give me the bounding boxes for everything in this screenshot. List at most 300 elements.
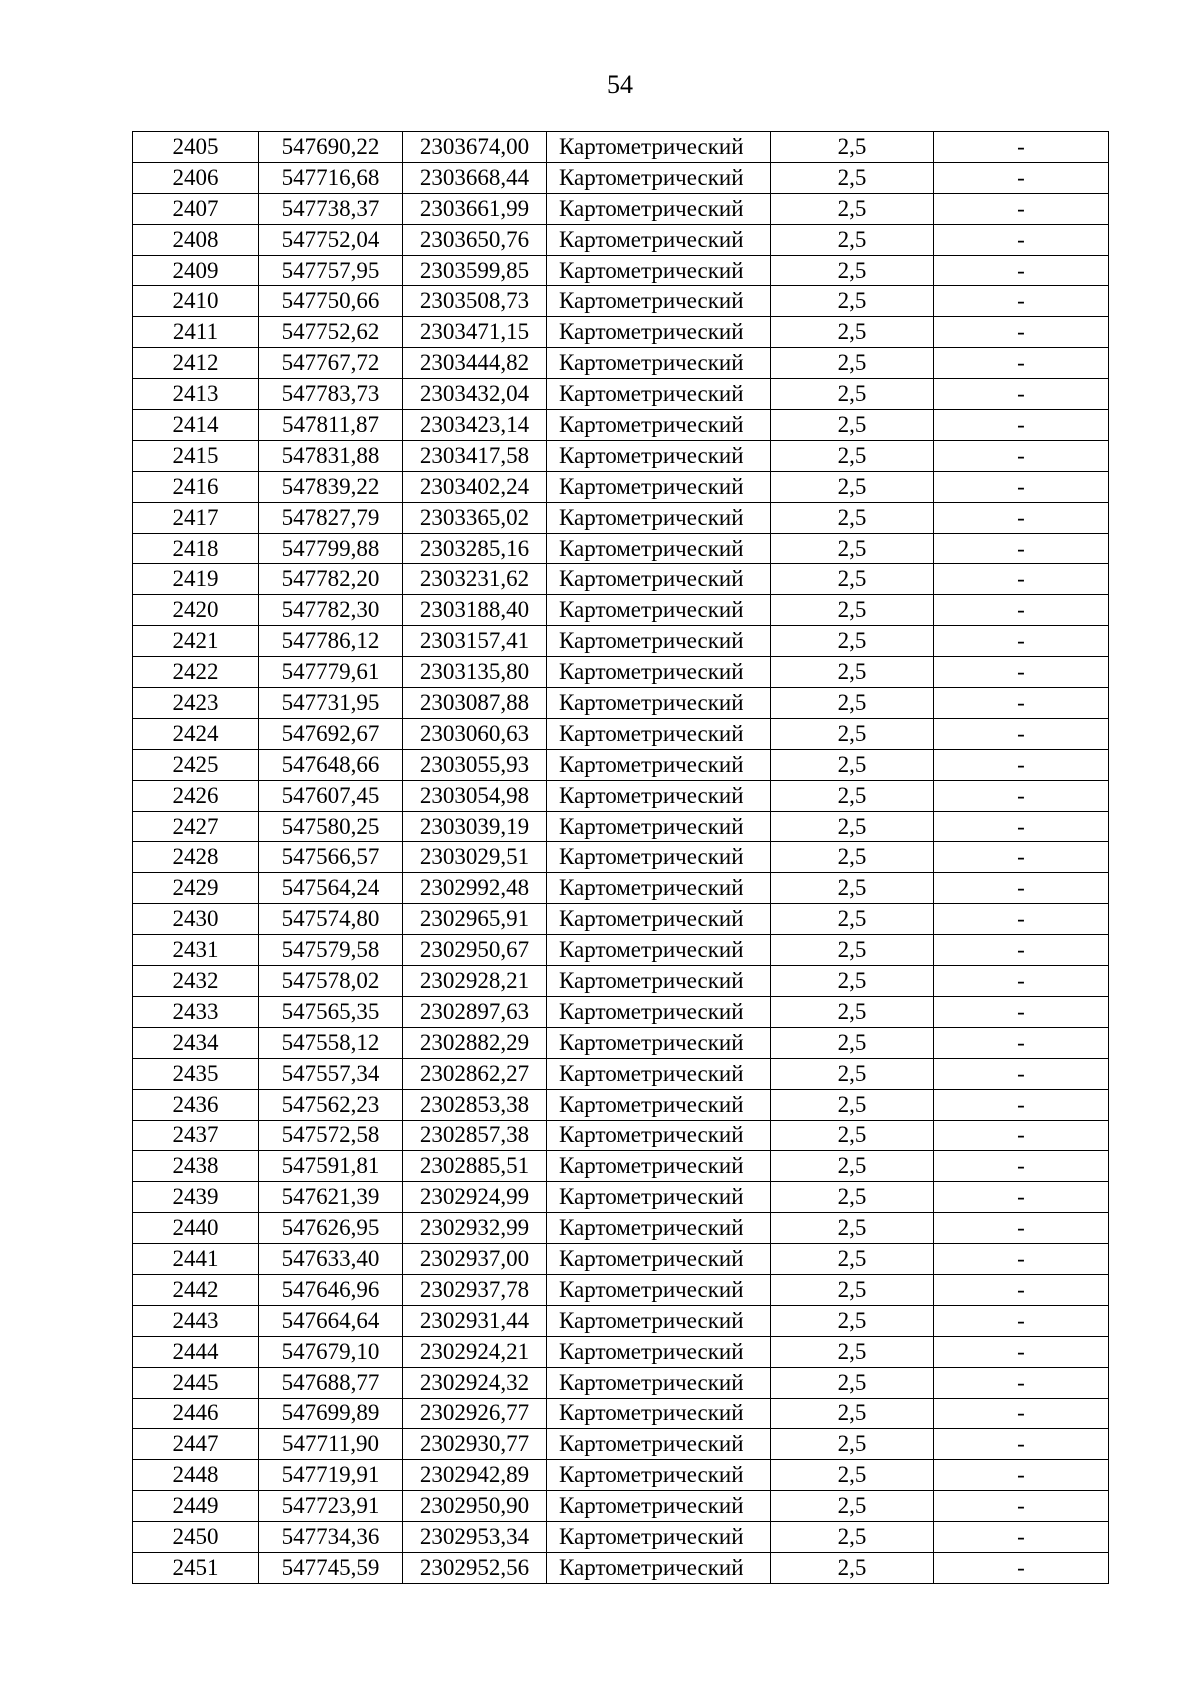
method-cell: Картометрический <box>547 1367 771 1398</box>
method-cell: Картометрический <box>547 255 771 286</box>
x-coordinate-cell: 547811,87 <box>259 410 403 441</box>
point-number-cell: 2438 <box>133 1151 259 1182</box>
note-cell: - <box>934 564 1109 595</box>
note-cell: - <box>934 873 1109 904</box>
note-cell: - <box>934 1522 1109 1553</box>
point-number-cell: 2435 <box>133 1058 259 1089</box>
accuracy-cell: 2,5 <box>771 471 934 502</box>
y-coordinate-cell: 2303661,99 <box>403 193 547 224</box>
x-coordinate-cell: 547782,20 <box>259 564 403 595</box>
accuracy-cell: 2,5 <box>771 410 934 441</box>
note-cell: - <box>934 842 1109 873</box>
method-cell: Картометрический <box>547 564 771 595</box>
y-coordinate-cell: 2303231,62 <box>403 564 547 595</box>
accuracy-cell: 2,5 <box>771 1367 934 1398</box>
method-cell: Картометрический <box>547 502 771 533</box>
note-cell: - <box>934 1336 1109 1367</box>
point-number-cell: 2436 <box>133 1089 259 1120</box>
note-cell: - <box>934 904 1109 935</box>
method-cell: Картометрический <box>547 1027 771 1058</box>
method-cell: Картометрический <box>547 1491 771 1522</box>
note-cell: - <box>934 317 1109 348</box>
note-cell: - <box>934 502 1109 533</box>
accuracy-cell: 2,5 <box>771 193 934 224</box>
table-row <box>133 348 1109 379</box>
method-cell: Картометрический <box>547 193 771 224</box>
table-row <box>133 1182 1109 1213</box>
x-coordinate-cell: 547752,62 <box>259 317 403 348</box>
x-coordinate-cell: 547566,57 <box>259 842 403 873</box>
note-cell: - <box>934 1552 1109 1583</box>
y-coordinate-cell: 2302950,67 <box>403 935 547 966</box>
note-cell: - <box>934 132 1109 163</box>
x-coordinate-cell: 547558,12 <box>259 1027 403 1058</box>
x-coordinate-cell: 547782,30 <box>259 595 403 626</box>
method-cell: Картометрический <box>547 935 771 966</box>
method-cell: Картометрический <box>547 410 771 441</box>
note-cell: - <box>934 780 1109 811</box>
point-number-cell: 2417 <box>133 502 259 533</box>
point-number-cell: 2449 <box>133 1491 259 1522</box>
accuracy-cell: 2,5 <box>771 224 934 255</box>
point-number-cell: 2416 <box>133 471 259 502</box>
note-cell: - <box>934 811 1109 842</box>
method-cell: Картометрический <box>547 996 771 1027</box>
table-row <box>133 1460 1109 1491</box>
accuracy-cell: 2,5 <box>771 379 934 410</box>
method-cell: Картометрический <box>547 904 771 935</box>
x-coordinate-cell: 547799,88 <box>259 533 403 564</box>
table-row <box>133 1367 1109 1398</box>
method-cell: Картометрический <box>547 379 771 410</box>
point-number-cell: 2441 <box>133 1244 259 1275</box>
point-number-cell: 2415 <box>133 440 259 471</box>
point-number-cell: 2422 <box>133 657 259 688</box>
table-row <box>133 410 1109 441</box>
point-number-cell: 2411 <box>133 317 259 348</box>
accuracy-cell: 2,5 <box>771 1336 934 1367</box>
y-coordinate-cell: 2302931,44 <box>403 1305 547 1336</box>
point-number-cell: 2419 <box>133 564 259 595</box>
note-cell: - <box>934 657 1109 688</box>
point-number-cell: 2421 <box>133 626 259 657</box>
table-row <box>133 1151 1109 1182</box>
accuracy-cell: 2,5 <box>771 688 934 719</box>
note-cell: - <box>934 410 1109 441</box>
y-coordinate-cell: 2302924,99 <box>403 1182 547 1213</box>
point-number-cell: 2418 <box>133 533 259 564</box>
point-number-cell: 2450 <box>133 1522 259 1553</box>
table-row <box>133 595 1109 626</box>
method-cell: Картометрический <box>547 811 771 842</box>
y-coordinate-cell: 2302932,99 <box>403 1213 547 1244</box>
x-coordinate-cell: 547786,12 <box>259 626 403 657</box>
x-coordinate-cell: 547564,24 <box>259 873 403 904</box>
note-cell: - <box>934 224 1109 255</box>
table-row <box>133 1522 1109 1553</box>
y-coordinate-cell: 2302928,21 <box>403 966 547 997</box>
method-cell: Картометрический <box>547 842 771 873</box>
y-coordinate-cell: 2303444,82 <box>403 348 547 379</box>
note-cell: - <box>934 440 1109 471</box>
note-cell: - <box>934 996 1109 1027</box>
coordinates-table-body <box>133 132 1109 1584</box>
accuracy-cell: 2,5 <box>771 1429 934 1460</box>
accuracy-cell: 2,5 <box>771 1552 934 1583</box>
note-cell: - <box>934 1367 1109 1398</box>
method-cell: Картометрический <box>547 626 771 657</box>
x-coordinate-cell: 547679,10 <box>259 1336 403 1367</box>
accuracy-cell: 2,5 <box>771 780 934 811</box>
table-row <box>133 162 1109 193</box>
table-row <box>133 379 1109 410</box>
y-coordinate-cell: 2302965,91 <box>403 904 547 935</box>
note-cell: - <box>934 1151 1109 1182</box>
y-coordinate-cell: 2302897,63 <box>403 996 547 1027</box>
x-coordinate-cell: 547562,23 <box>259 1089 403 1120</box>
accuracy-cell: 2,5 <box>771 996 934 1027</box>
x-coordinate-cell: 547607,45 <box>259 780 403 811</box>
accuracy-cell: 2,5 <box>771 255 934 286</box>
table-row <box>133 904 1109 935</box>
point-number-cell: 2437 <box>133 1120 259 1151</box>
point-number-cell: 2429 <box>133 873 259 904</box>
y-coordinate-cell: 2302992,48 <box>403 873 547 904</box>
point-number-cell: 2423 <box>133 688 259 719</box>
y-coordinate-cell: 2303188,40 <box>403 595 547 626</box>
accuracy-cell: 2,5 <box>771 1522 934 1553</box>
y-coordinate-cell: 2302937,00 <box>403 1244 547 1275</box>
point-number-cell: 2442 <box>133 1274 259 1305</box>
y-coordinate-cell: 2303285,16 <box>403 533 547 564</box>
table-row <box>133 966 1109 997</box>
y-coordinate-cell: 2303668,44 <box>403 162 547 193</box>
table-row <box>133 1398 1109 1429</box>
table-row <box>133 1120 1109 1151</box>
accuracy-cell: 2,5 <box>771 1089 934 1120</box>
point-number-cell: 2425 <box>133 749 259 780</box>
y-coordinate-cell: 2303060,63 <box>403 718 547 749</box>
method-cell: Картометрический <box>547 1151 771 1182</box>
point-number-cell: 2420 <box>133 595 259 626</box>
x-coordinate-cell: 547716,68 <box>259 162 403 193</box>
x-coordinate-cell: 547633,40 <box>259 1244 403 1275</box>
method-cell: Картометрический <box>547 224 771 255</box>
point-number-cell: 2443 <box>133 1305 259 1336</box>
table-row <box>133 286 1109 317</box>
method-cell: Картометрический <box>547 1213 771 1244</box>
x-coordinate-cell: 547839,22 <box>259 471 403 502</box>
y-coordinate-cell: 2303650,76 <box>403 224 547 255</box>
point-number-cell: 2406 <box>133 162 259 193</box>
x-coordinate-cell: 547723,91 <box>259 1491 403 1522</box>
x-coordinate-cell: 547626,95 <box>259 1213 403 1244</box>
y-coordinate-cell: 2302882,29 <box>403 1027 547 1058</box>
note-cell: - <box>934 1027 1109 1058</box>
y-coordinate-cell: 2302950,90 <box>403 1491 547 1522</box>
y-coordinate-cell: 2302937,78 <box>403 1274 547 1305</box>
note-cell: - <box>934 1305 1109 1336</box>
method-cell: Картометрический <box>547 1089 771 1120</box>
method-cell: Картометрический <box>547 1058 771 1089</box>
accuracy-cell: 2,5 <box>771 132 934 163</box>
method-cell: Картометрический <box>547 780 771 811</box>
y-coordinate-cell: 2303054,98 <box>403 780 547 811</box>
accuracy-cell: 2,5 <box>771 1120 934 1151</box>
y-coordinate-cell: 2303402,24 <box>403 471 547 502</box>
point-number-cell: 2408 <box>133 224 259 255</box>
note-cell: - <box>934 533 1109 564</box>
table-row <box>133 471 1109 502</box>
table-row <box>133 193 1109 224</box>
method-cell: Картометрический <box>547 1305 771 1336</box>
point-number-cell: 2430 <box>133 904 259 935</box>
accuracy-cell: 2,5 <box>771 873 934 904</box>
y-coordinate-cell: 2303039,19 <box>403 811 547 842</box>
y-coordinate-cell: 2303157,41 <box>403 626 547 657</box>
accuracy-cell: 2,5 <box>771 935 934 966</box>
x-coordinate-cell: 547579,58 <box>259 935 403 966</box>
x-coordinate-cell: 547719,91 <box>259 1460 403 1491</box>
x-coordinate-cell: 547731,95 <box>259 688 403 719</box>
accuracy-cell: 2,5 <box>771 1058 934 1089</box>
point-number-cell: 2445 <box>133 1367 259 1398</box>
note-cell: - <box>934 1429 1109 1460</box>
note-cell: - <box>934 471 1109 502</box>
y-coordinate-cell: 2302857,38 <box>403 1120 547 1151</box>
accuracy-cell: 2,5 <box>771 657 934 688</box>
y-coordinate-cell: 2303417,58 <box>403 440 547 471</box>
accuracy-cell: 2,5 <box>771 1491 934 1522</box>
method-cell: Картометрический <box>547 595 771 626</box>
y-coordinate-cell: 2302942,89 <box>403 1460 547 1491</box>
note-cell: - <box>934 935 1109 966</box>
method-cell: Картометрический <box>547 873 771 904</box>
table-row <box>133 873 1109 904</box>
accuracy-cell: 2,5 <box>771 1274 934 1305</box>
accuracy-cell: 2,5 <box>771 1182 934 1213</box>
table-row <box>133 749 1109 780</box>
x-coordinate-cell: 547738,37 <box>259 193 403 224</box>
note-cell: - <box>934 595 1109 626</box>
note-cell: - <box>934 1274 1109 1305</box>
x-coordinate-cell: 547750,66 <box>259 286 403 317</box>
accuracy-cell: 2,5 <box>771 1213 934 1244</box>
accuracy-cell: 2,5 <box>771 595 934 626</box>
coordinates-table <box>132 131 1109 1584</box>
x-coordinate-cell: 547783,73 <box>259 379 403 410</box>
x-coordinate-cell: 547757,95 <box>259 255 403 286</box>
y-coordinate-cell: 2302930,77 <box>403 1429 547 1460</box>
table-row <box>133 317 1109 348</box>
x-coordinate-cell: 547591,81 <box>259 1151 403 1182</box>
y-coordinate-cell: 2302885,51 <box>403 1151 547 1182</box>
x-coordinate-cell: 547557,34 <box>259 1058 403 1089</box>
x-coordinate-cell: 547572,58 <box>259 1120 403 1151</box>
table-row <box>133 255 1109 286</box>
note-cell: - <box>934 1398 1109 1429</box>
accuracy-cell: 2,5 <box>771 348 934 379</box>
x-coordinate-cell: 547690,22 <box>259 132 403 163</box>
accuracy-cell: 2,5 <box>771 1027 934 1058</box>
point-number-cell: 2413 <box>133 379 259 410</box>
note-cell: - <box>934 1460 1109 1491</box>
method-cell: Картометрический <box>547 749 771 780</box>
method-cell: Картометрический <box>547 688 771 719</box>
table-row <box>133 1027 1109 1058</box>
x-coordinate-cell: 547745,59 <box>259 1552 403 1583</box>
method-cell: Картометрический <box>547 533 771 564</box>
x-coordinate-cell: 547779,61 <box>259 657 403 688</box>
table-row <box>133 502 1109 533</box>
note-cell: - <box>934 626 1109 657</box>
table-row <box>133 1305 1109 1336</box>
point-number-cell: 2426 <box>133 780 259 811</box>
table-row <box>133 657 1109 688</box>
method-cell: Картометрический <box>547 1398 771 1429</box>
accuracy-cell: 2,5 <box>771 626 934 657</box>
accuracy-cell: 2,5 <box>771 162 934 193</box>
y-coordinate-cell: 2302952,56 <box>403 1552 547 1583</box>
table-row <box>133 564 1109 595</box>
method-cell: Картометрический <box>547 1522 771 1553</box>
point-number-cell: 2424 <box>133 718 259 749</box>
point-number-cell: 2412 <box>133 348 259 379</box>
accuracy-cell: 2,5 <box>771 1398 934 1429</box>
table-row <box>133 1336 1109 1367</box>
y-coordinate-cell: 2302924,32 <box>403 1367 547 1398</box>
note-cell: - <box>934 688 1109 719</box>
point-number-cell: 2414 <box>133 410 259 441</box>
page-number: 54 <box>607 70 633 99</box>
point-number-cell: 2446 <box>133 1398 259 1429</box>
point-number-cell: 2405 <box>133 132 259 163</box>
method-cell: Картометрический <box>547 966 771 997</box>
table-row <box>133 1089 1109 1120</box>
y-coordinate-cell: 2303508,73 <box>403 286 547 317</box>
x-coordinate-cell: 547648,66 <box>259 749 403 780</box>
y-coordinate-cell: 2303135,80 <box>403 657 547 688</box>
point-number-cell: 2427 <box>133 811 259 842</box>
y-coordinate-cell: 2302926,77 <box>403 1398 547 1429</box>
table-row <box>133 811 1109 842</box>
y-coordinate-cell: 2302953,34 <box>403 1522 547 1553</box>
table-row <box>133 688 1109 719</box>
method-cell: Картометрический <box>547 1460 771 1491</box>
method-cell: Картометрический <box>547 286 771 317</box>
y-coordinate-cell: 2303471,15 <box>403 317 547 348</box>
method-cell: Картометрический <box>547 657 771 688</box>
accuracy-cell: 2,5 <box>771 1244 934 1275</box>
y-coordinate-cell: 2303029,51 <box>403 842 547 873</box>
y-coordinate-cell: 2303055,93 <box>403 749 547 780</box>
note-cell: - <box>934 1058 1109 1089</box>
x-coordinate-cell: 547827,79 <box>259 502 403 533</box>
x-coordinate-cell: 547580,25 <box>259 811 403 842</box>
accuracy-cell: 2,5 <box>771 502 934 533</box>
note-cell: - <box>934 718 1109 749</box>
method-cell: Картометрический <box>547 718 771 749</box>
table-row <box>133 132 1109 163</box>
note-cell: - <box>934 348 1109 379</box>
x-coordinate-cell: 547664,64 <box>259 1305 403 1336</box>
point-number-cell: 2433 <box>133 996 259 1027</box>
accuracy-cell: 2,5 <box>771 1460 934 1491</box>
accuracy-cell: 2,5 <box>771 317 934 348</box>
point-number-cell: 2447 <box>133 1429 259 1460</box>
point-number-cell: 2409 <box>133 255 259 286</box>
note-cell: - <box>934 1089 1109 1120</box>
x-coordinate-cell: 547565,35 <box>259 996 403 1027</box>
note-cell: - <box>934 1120 1109 1151</box>
x-coordinate-cell: 547688,77 <box>259 1367 403 1398</box>
table-row <box>133 224 1109 255</box>
method-cell: Картометрический <box>547 162 771 193</box>
point-number-cell: 2444 <box>133 1336 259 1367</box>
x-coordinate-cell: 547831,88 <box>259 440 403 471</box>
note-cell: - <box>934 379 1109 410</box>
y-coordinate-cell: 2303432,04 <box>403 379 547 410</box>
point-number-cell: 2448 <box>133 1460 259 1491</box>
table-row <box>133 1552 1109 1583</box>
y-coordinate-cell: 2302862,27 <box>403 1058 547 1089</box>
accuracy-cell: 2,5 <box>771 749 934 780</box>
y-coordinate-cell: 2303674,00 <box>403 132 547 163</box>
table-row <box>133 1429 1109 1460</box>
table-row <box>133 1244 1109 1275</box>
x-coordinate-cell: 547574,80 <box>259 904 403 935</box>
method-cell: Картометрический <box>547 1274 771 1305</box>
x-coordinate-cell: 547711,90 <box>259 1429 403 1460</box>
point-number-cell: 2440 <box>133 1213 259 1244</box>
table-row <box>133 533 1109 564</box>
method-cell: Картометрический <box>547 1336 771 1367</box>
x-coordinate-cell: 547646,96 <box>259 1274 403 1305</box>
x-coordinate-cell: 547578,02 <box>259 966 403 997</box>
point-number-cell: 2451 <box>133 1552 259 1583</box>
point-number-cell: 2439 <box>133 1182 259 1213</box>
table-row <box>133 1058 1109 1089</box>
note-cell: - <box>934 966 1109 997</box>
accuracy-cell: 2,5 <box>771 564 934 595</box>
method-cell: Картометрический <box>547 317 771 348</box>
table-row <box>133 935 1109 966</box>
accuracy-cell: 2,5 <box>771 904 934 935</box>
y-coordinate-cell: 2303599,85 <box>403 255 547 286</box>
point-number-cell: 2434 <box>133 1027 259 1058</box>
note-cell: - <box>934 1213 1109 1244</box>
point-number-cell: 2407 <box>133 193 259 224</box>
y-coordinate-cell: 2303365,02 <box>403 502 547 533</box>
table-row <box>133 440 1109 471</box>
accuracy-cell: 2,5 <box>771 1151 934 1182</box>
x-coordinate-cell: 547699,89 <box>259 1398 403 1429</box>
point-number-cell: 2410 <box>133 286 259 317</box>
method-cell: Картометрический <box>547 1182 771 1213</box>
table-row <box>133 996 1109 1027</box>
table-row <box>133 1274 1109 1305</box>
note-cell: - <box>934 749 1109 780</box>
table-row <box>133 1491 1109 1522</box>
x-coordinate-cell: 547621,39 <box>259 1182 403 1213</box>
method-cell: Картометрический <box>547 1244 771 1275</box>
y-coordinate-cell: 2303087,88 <box>403 688 547 719</box>
accuracy-cell: 2,5 <box>771 966 934 997</box>
note-cell: - <box>934 1182 1109 1213</box>
x-coordinate-cell: 547767,72 <box>259 348 403 379</box>
point-number-cell: 2431 <box>133 935 259 966</box>
point-number-cell: 2432 <box>133 966 259 997</box>
